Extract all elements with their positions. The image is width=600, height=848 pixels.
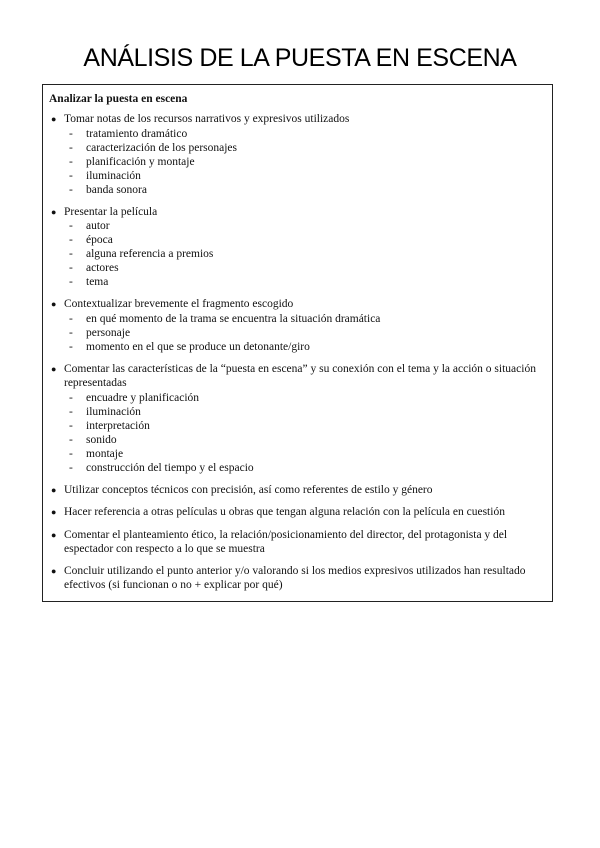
dash-icon: - — [69, 313, 73, 326]
bullet-line — [49, 298, 542, 312]
subitem — [49, 261, 542, 275]
subitem — [49, 141, 542, 155]
bullet-icon: ● — [51, 364, 57, 375]
list-item — [49, 363, 542, 474]
bullet-icon: ● — [51, 529, 57, 540]
subitem — [49, 312, 542, 326]
bullet-line — [49, 565, 542, 592]
bullet-icon: ● — [51, 299, 57, 310]
bullet-line — [49, 206, 542, 220]
subitem-text: encuadre y planificación — [86, 391, 200, 404]
section-text: Comentar el planteamiento ético, la relación/posicionamiento del director, del protagonista y del espectador con respecto a lo que se muestra — [64, 528, 508, 555]
subitem-text: iluminación — [86, 169, 141, 182]
dash-icon: - — [69, 433, 73, 446]
subitem — [49, 419, 542, 433]
subitem-list — [49, 127, 542, 197]
list-item — [49, 506, 542, 520]
subitem-list — [49, 391, 542, 475]
subitem-text: alguna referencia a premios — [86, 248, 214, 261]
subitem-list — [49, 219, 542, 289]
list-item — [49, 529, 542, 556]
dash-icon: - — [69, 183, 73, 196]
subitem-text: caracterización de los personajes — [86, 141, 238, 154]
dash-icon: - — [69, 141, 73, 154]
list-item — [49, 113, 542, 197]
subitem — [49, 340, 542, 354]
list-item — [49, 206, 542, 290]
dash-icon: - — [69, 220, 73, 233]
subitem — [49, 155, 542, 169]
subitem — [49, 169, 542, 183]
subitem — [49, 433, 542, 447]
subitem — [49, 233, 542, 247]
section-text: Contextualizar brevemente el fragmento escogido — [64, 298, 294, 311]
section-text: Presentar la película — [64, 205, 158, 218]
subitem — [49, 447, 542, 461]
dash-icon: - — [69, 276, 73, 289]
dash-icon: - — [69, 155, 73, 168]
subitem-text: montaje — [86, 447, 124, 460]
content-box — [42, 84, 553, 602]
list-item — [49, 298, 542, 354]
dash-icon: - — [69, 248, 73, 261]
subitem — [49, 326, 542, 340]
dash-icon: - — [69, 461, 73, 474]
list-item — [49, 565, 542, 592]
dash-icon: - — [69, 327, 73, 340]
section-text: Utilizar conceptos técnicos con precisión, así como referentes de estilo y género — [64, 483, 433, 496]
dash-icon: - — [69, 341, 73, 354]
subitem — [49, 275, 542, 289]
dash-icon: - — [69, 127, 73, 140]
page-title: ANÁLISIS DE LA PUESTA EN ESCENA — [83, 44, 517, 72]
subitem-text: época — [86, 234, 113, 247]
subitem-text: en qué momento de la trama se encuentra la situación dramática — [86, 313, 381, 326]
section-text: Tomar notas de los recursos narrativos y expresivos utilizados — [64, 113, 350, 125]
subitem-text: actores — [86, 262, 119, 275]
dash-icon: - — [69, 447, 73, 460]
subitem-text: tema — [86, 276, 109, 289]
subitem — [49, 405, 542, 419]
section-text: Concluir utilizando el punto anterior y/o valorando si los medios expresivos utilizados han resultado efectivos (si funcionan o no + explicar por qué) — [64, 565, 526, 592]
section-text: Comentar las características de la “puesta en escena” y su conexión con el tema y la acción o situación representadas — [64, 363, 536, 389]
subitem — [49, 391, 542, 405]
bullet-icon: ● — [51, 114, 57, 124]
bullet-icon: ● — [51, 566, 57, 577]
dash-icon: - — [69, 169, 73, 182]
subitem-text: construcción del tiempo y el espacio — [86, 461, 254, 474]
subitem — [49, 219, 542, 233]
subitem-text: personaje — [86, 327, 131, 340]
subitem-text: banda sonora — [86, 183, 147, 196]
bullet-line — [49, 113, 542, 127]
subitem-text: interpretación — [86, 419, 150, 432]
section-text: Hacer referencia a otras películas u obras que tengan alguna relación con la película en cuestión — [64, 506, 505, 519]
subitem — [49, 461, 542, 475]
dash-icon: - — [69, 391, 73, 404]
dash-icon: - — [69, 262, 73, 275]
list-item — [49, 484, 542, 498]
dash-icon: - — [69, 234, 73, 247]
bullet-icon: ● — [51, 206, 57, 217]
bullet-line — [49, 363, 542, 390]
dash-icon: - — [69, 419, 73, 432]
subitem-text: tratamiento dramático — [86, 127, 188, 140]
subitem-text: iluminación — [86, 405, 141, 418]
subitem-text: planificación y montaje — [86, 155, 195, 168]
dash-icon: - — [69, 405, 73, 418]
box-heading: Analizar la puesta en escena — [49, 93, 188, 105]
bullet-line — [49, 529, 542, 556]
subitem — [49, 183, 542, 197]
bullet-icon: ● — [51, 507, 57, 518]
bullet-line — [49, 506, 542, 520]
subitem-text: autor — [86, 220, 110, 233]
subitem-text: sonido — [86, 433, 117, 446]
bullet-line — [49, 484, 542, 498]
subitem — [49, 247, 542, 261]
subitem-list — [49, 312, 542, 354]
section-list — [49, 113, 542, 593]
subitem-text: momento en el que se produce un detonante/giro — [86, 341, 310, 354]
subitem — [49, 127, 542, 141]
bullet-icon: ● — [51, 484, 57, 495]
